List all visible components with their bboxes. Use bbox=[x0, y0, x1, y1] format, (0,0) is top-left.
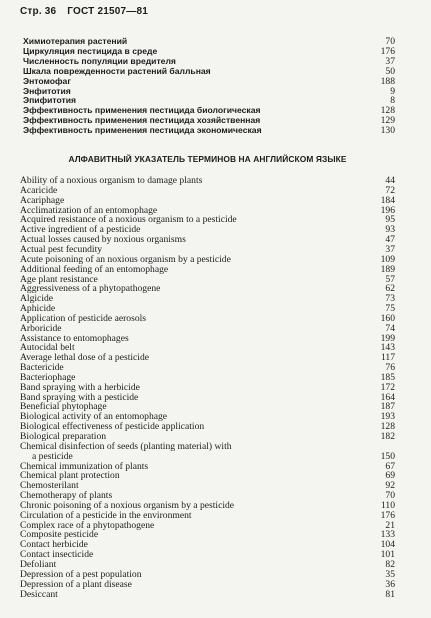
term-page-number: 74 bbox=[385, 322, 395, 334]
term-text: Эффективность применения пестицида хозяйственная bbox=[23, 115, 261, 126]
term-text: Average lethal dose of a pesticide bbox=[20, 352, 150, 364]
term-text: Химиотерапия растений bbox=[23, 36, 128, 46]
term-row bbox=[20, 442, 395, 452]
term-page-number: 128 bbox=[380, 421, 395, 433]
term-page-number: 75 bbox=[385, 303, 395, 315]
term-page-number: 187 bbox=[380, 401, 395, 413]
term-text: Composite pesticide bbox=[20, 529, 99, 541]
term-page-number: 176 bbox=[380, 509, 395, 521]
index-title: АЛФАВИТНЫЙ УКАЗАТЕЛЬ ТЕРМИНОВ НА АНГЛИЙСКОМ ЯЗЫКЕ bbox=[68, 154, 347, 165]
term-row bbox=[20, 176, 395, 186]
term-row bbox=[20, 580, 395, 590]
term-page-number: 93 bbox=[385, 224, 395, 236]
term-row bbox=[23, 77, 395, 87]
term-text: Band spraying with a pesticide bbox=[20, 391, 139, 403]
term-page-number: 35 bbox=[385, 568, 395, 580]
term-page-number: 101 bbox=[380, 549, 395, 561]
term-row bbox=[20, 294, 395, 304]
term-row bbox=[23, 126, 395, 136]
term-row bbox=[20, 363, 395, 373]
term-page-number: 185 bbox=[380, 371, 395, 383]
term-text: Assistance to entomophages bbox=[20, 332, 129, 344]
term-page-number: 36 bbox=[385, 578, 395, 590]
term-page-number: 117 bbox=[380, 352, 395, 364]
term-page-number: 70 bbox=[385, 36, 395, 47]
page-header bbox=[20, 6, 395, 20]
term-page-number: 133 bbox=[380, 529, 395, 541]
term-page-number: 196 bbox=[380, 204, 395, 216]
term-page-number: 164 bbox=[380, 391, 395, 403]
term-text: Complex race of a phytopathogene bbox=[20, 519, 155, 531]
term-page-number: 70 bbox=[385, 490, 395, 502]
term-page-number: 109 bbox=[380, 253, 395, 265]
term-page-number: 129 bbox=[380, 115, 395, 127]
term-text: Циркуляция пестицида в среде bbox=[23, 45, 158, 56]
term-text: Chemical disinfection of seeds (planting material) with bbox=[20, 440, 232, 452]
term-row bbox=[20, 550, 395, 560]
term-text: Additional feeding of an entomophage bbox=[20, 263, 169, 275]
term-row bbox=[20, 284, 395, 294]
english-terms-list bbox=[20, 176, 395, 599]
term-page-number: 182 bbox=[380, 431, 395, 442]
term-page-number: 110 bbox=[380, 499, 395, 511]
term-text: Active ingredient of a pesticide bbox=[20, 224, 141, 236]
term-text: Aphicide bbox=[20, 303, 56, 315]
term-row bbox=[20, 186, 395, 196]
russian-terms-list bbox=[23, 37, 395, 136]
term-page-number: 62 bbox=[385, 283, 395, 295]
term-page-number: 69 bbox=[385, 470, 395, 482]
term-page-number: 21 bbox=[385, 519, 395, 531]
term-page-number: 67 bbox=[385, 460, 395, 472]
term-text: Arboricide bbox=[20, 322, 62, 334]
term-page-number: 95 bbox=[385, 214, 395, 226]
term-row bbox=[20, 314, 395, 324]
term-text: Algicide bbox=[20, 293, 54, 305]
term-text: Application of pesticide aerosols bbox=[20, 312, 147, 324]
term-text: Biological activity of an entomophage bbox=[20, 411, 168, 423]
term-page-number: 184 bbox=[380, 194, 395, 206]
term-text: Biological effectiveness of pesticide application bbox=[20, 421, 205, 433]
term-text: Actual losses caused by noxious organisms bbox=[20, 234, 186, 246]
term-text: Эффективность применения пестицида экономическая bbox=[23, 125, 262, 136]
term-text: a pesticide bbox=[32, 450, 73, 462]
term-page-number: 44 bbox=[385, 175, 395, 187]
term-text: Depression of a plant disease bbox=[20, 578, 132, 590]
term-text: Acclimatization of an entomophage bbox=[20, 204, 158, 216]
term-text: Desiccant bbox=[20, 588, 58, 600]
term-text: Chronic poisoning of a noxious organism by a pesticide bbox=[20, 499, 235, 511]
term-page-number: 50 bbox=[385, 65, 395, 77]
term-text: Acquired resistance of a noxious organism to a pesticide bbox=[20, 214, 237, 226]
term-text: Band spraying with a herbicide bbox=[20, 381, 140, 393]
term-page-number: 9 bbox=[390, 85, 395, 97]
term-text: Эпифитотия bbox=[23, 95, 77, 106]
term-row bbox=[20, 353, 395, 363]
term-text: Acute poisoning of an noxious organism by a pesticide bbox=[20, 253, 231, 265]
term-text: Beneficial phytophage bbox=[20, 401, 107, 413]
term-text: Acaricide bbox=[20, 184, 58, 196]
term-page-number: 73 bbox=[385, 293, 395, 305]
term-page-number: 172 bbox=[380, 381, 395, 393]
term-text: Chemotherapy of plants bbox=[20, 490, 113, 502]
term-text: Численность популяции вредителя bbox=[23, 55, 176, 66]
term-page-number: 104 bbox=[380, 539, 395, 551]
term-page-number: 130 bbox=[380, 125, 395, 137]
term-text: Bactericide bbox=[20, 362, 64, 374]
term-text: Chemosterilant bbox=[20, 480, 79, 492]
term-page-number: 150 bbox=[380, 450, 395, 462]
term-page-number: 37 bbox=[385, 55, 395, 67]
term-text: Contact herbicide bbox=[20, 539, 88, 551]
term-page-number: 188 bbox=[380, 75, 395, 87]
term-row bbox=[20, 590, 395, 600]
term-text: Энфитотия bbox=[23, 85, 71, 96]
term-text: Эффективность применения пестицида биологическая bbox=[23, 105, 261, 116]
term-page-number: 143 bbox=[380, 342, 395, 354]
term-text: Contact insecticide bbox=[20, 549, 94, 561]
term-text: Actual pest fecundity bbox=[20, 243, 103, 255]
term-text: Depression of a pest population bbox=[20, 568, 142, 580]
term-text: Age plant resistance bbox=[20, 273, 98, 285]
term-row bbox=[20, 334, 395, 344]
term-text: Circulation of a pesticide in the environment bbox=[20, 509, 192, 521]
term-page-number: 160 bbox=[380, 312, 395, 324]
term-page-number: 199 bbox=[380, 332, 395, 344]
term-text: Aggressiveness of a phytopathogene bbox=[20, 283, 161, 295]
term-page-number: 57 bbox=[385, 273, 395, 285]
term-page-number: 81 bbox=[385, 588, 395, 600]
term-text: Acariphage bbox=[20, 194, 65, 206]
term-page-number: 72 bbox=[385, 184, 395, 196]
term-page-number: 76 bbox=[385, 362, 395, 374]
term-row bbox=[23, 67, 395, 77]
term-text: Шкала поврежденности растений балльная bbox=[23, 65, 211, 76]
term-page-number: 82 bbox=[385, 558, 395, 570]
term-text: Bacteriophage bbox=[20, 371, 76, 383]
term-page-number: 128 bbox=[380, 105, 395, 117]
term-text: Autocidal belt bbox=[20, 342, 75, 354]
term-page-number: 8 bbox=[390, 95, 395, 107]
term-page-number: 92 bbox=[385, 480, 395, 492]
term-text: Chemical plant protection bbox=[20, 470, 120, 482]
page-number: Стр. 36 bbox=[20, 6, 57, 17]
term-text: Ability of a noxious organism to damage plants bbox=[20, 175, 203, 187]
term-text: Chemical immunization of plants bbox=[20, 460, 149, 472]
term-text: Biological preparation bbox=[20, 431, 107, 442]
term-text: Defoliant bbox=[20, 558, 57, 570]
term-page-number: 189 bbox=[380, 263, 395, 275]
term-page-number: 176 bbox=[380, 45, 395, 57]
term-page-number: 193 bbox=[380, 411, 395, 423]
standard-code: ГОСТ 21507—81 bbox=[67, 6, 149, 17]
term-page-number: 37 bbox=[385, 243, 395, 255]
term-page-number: 47 bbox=[385, 234, 395, 246]
term-text: Энтомофаг bbox=[23, 75, 71, 86]
term-row bbox=[23, 87, 395, 97]
